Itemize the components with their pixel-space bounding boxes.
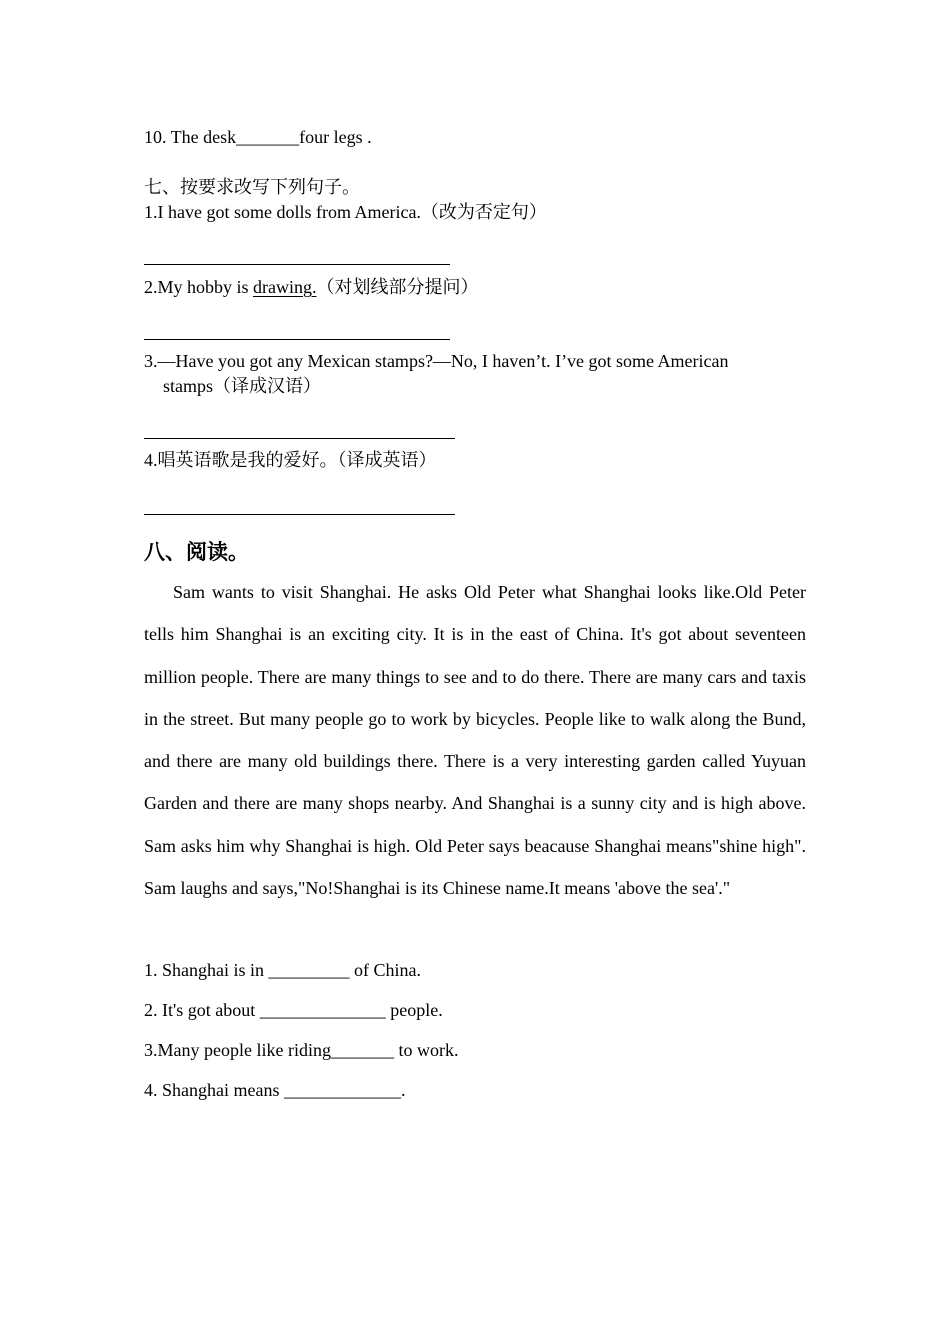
rewrite-item-2 <box>144 276 479 298</box>
question-10 <box>144 126 372 148</box>
rewrite-item-4: 4.唱英语歌是我的爱好。（译成英语） <box>144 450 437 470</box>
reading-question-4: 4. Shanghai means _____________. <box>144 1080 406 1100</box>
reading-passage <box>144 571 806 909</box>
answer-line-4 <box>144 514 455 515</box>
answer-line-2 <box>144 339 450 340</box>
rewrite-item-2-underlined: drawing. <box>253 277 317 297</box>
reading-question-3: 3.Many people like riding_______ to work. <box>144 1040 459 1060</box>
answer-line-1 <box>144 264 450 265</box>
answer-line-3 <box>144 438 455 439</box>
rewrite-item-2-before: 2.My hobby is <box>144 277 254 297</box>
reading-question-2: 2. It's got about ______________ people. <box>144 1000 443 1020</box>
rewrite-item-3-line1: 3.—Have you got any Mexican stamps?—No, I haven’t. I’ve got some American <box>144 351 729 371</box>
section-7-title: 七、按要求改写下列句子。 <box>144 177 360 197</box>
rewrite-item-2-after: （对划线部分提问） <box>316 277 479 297</box>
reading-passage-text: Sam wants to visit Shanghai. He asks Old Peter what Shanghai looks like.Old Peter tells him Shanghai is an exciting city. It is in the east of China. It's got about seventeen million people. There are many things to see and to do there. There are many cars and taxis in the street. But many people go to work by bicycles. People like to walk along the Bund, and there are many old buildings there. There is a very interesting garden called Yuyuan Garden and there are many shops nearby. And Shanghai is a sunny city and is high above. Sam asks him why Shanghai is high. Old Peter says beacause Shanghai means"shine high". Sam laughs and says,"No!Shanghai is its Chinese name.It means 'above the sea'." <box>144 582 806 899</box>
reading-question-1: 1. Shanghai is in _________ of China. <box>144 960 421 980</box>
question-10-prefix: 10. The desk <box>144 127 237 147</box>
section-8-title: 八、阅读。 <box>144 540 249 564</box>
rewrite-item-3-line2: stamps（译成汉语） <box>163 376 322 396</box>
question-10-blank: _______ <box>236 127 300 147</box>
rewrite-item-1: 1.I have got some dolls from America.（改为否定句） <box>144 202 547 222</box>
question-10-suffix: four legs . <box>299 127 372 147</box>
